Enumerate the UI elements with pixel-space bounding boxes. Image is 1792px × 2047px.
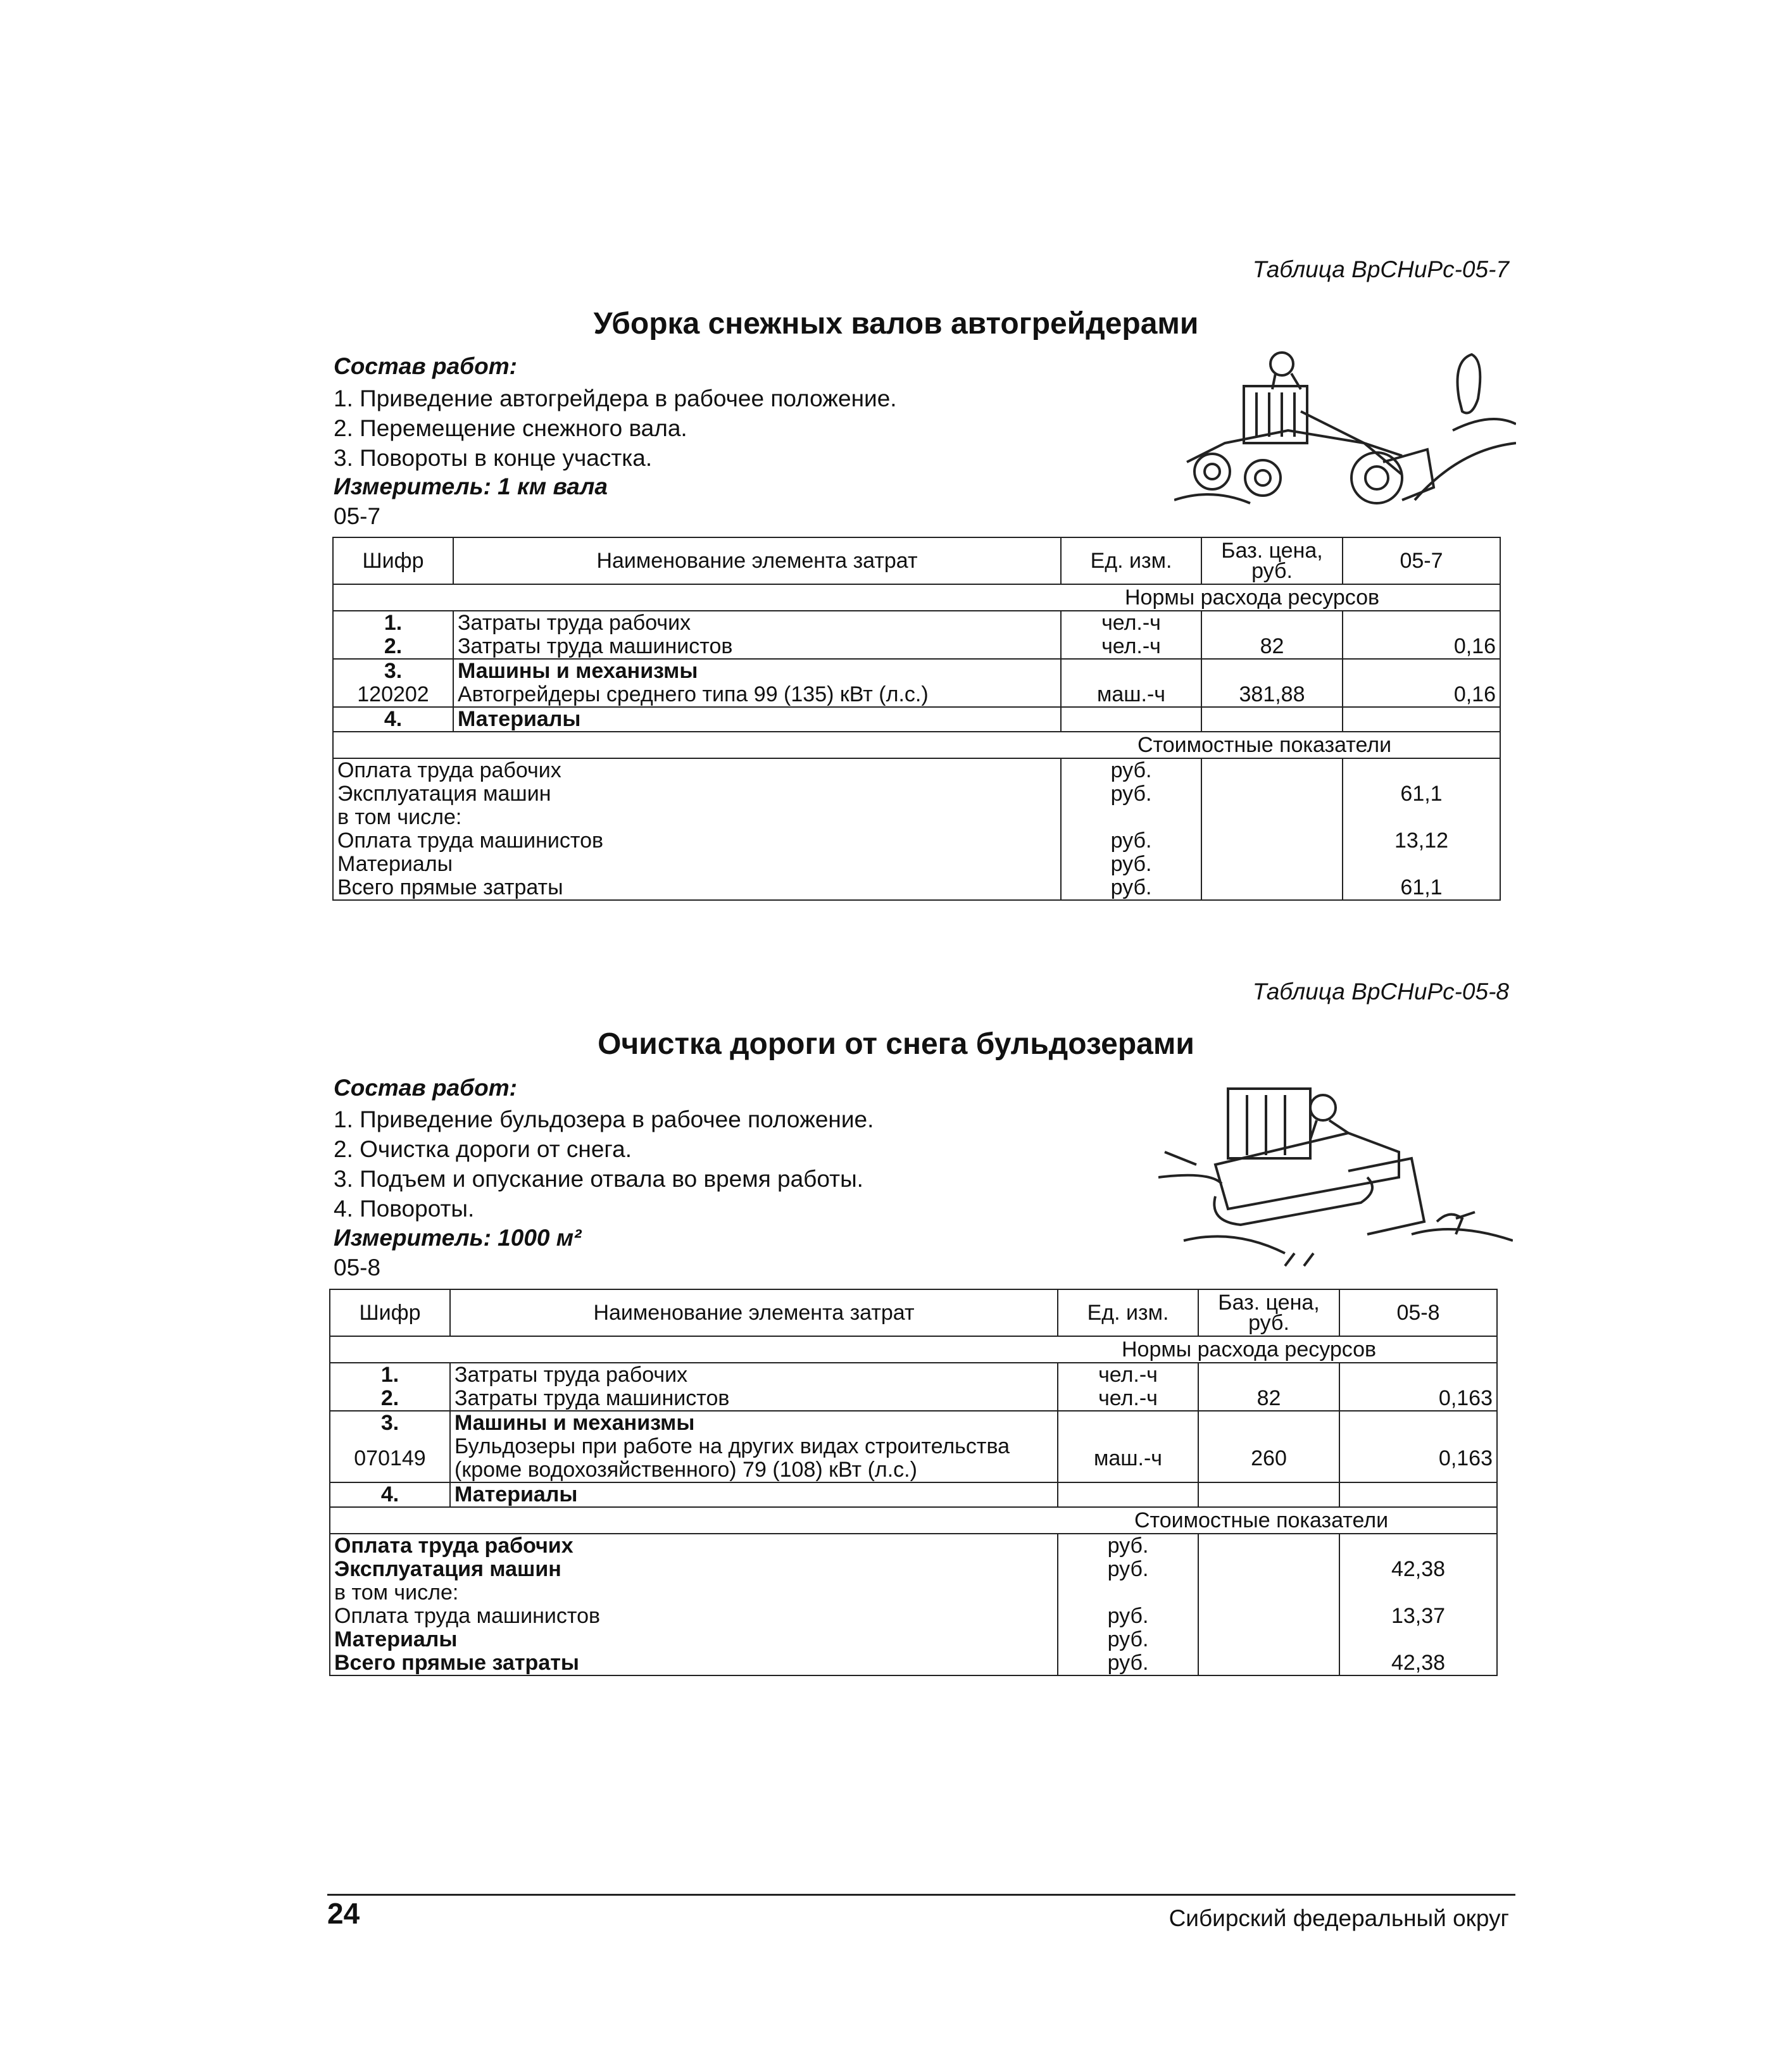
row-num: 2. — [330, 1387, 450, 1411]
cost-empty — [1198, 1581, 1339, 1605]
row-unit: чел.-ч — [1061, 635, 1201, 659]
header-price: Баз. цена, руб. — [1201, 537, 1343, 584]
row-num: 3. — [333, 659, 453, 683]
cost-empty — [1198, 1628, 1339, 1651]
row-name: Машины и механизмы — [450, 1411, 1058, 1435]
work-list — [334, 384, 897, 473]
work-item: 2. Перемещение снежного вала. — [334, 415, 687, 441]
cost-unit: руб. — [1061, 758, 1201, 782]
work-item: 1. Приведение автогрейдера в рабочее положение. — [334, 385, 897, 411]
row-name: Машины и механизмы — [453, 659, 1061, 683]
work-composition-label: Состав работ: — [334, 353, 517, 379]
motor-grader-illustration — [1174, 335, 1516, 525]
row-value — [1343, 707, 1500, 732]
cost-unit: руб. — [1058, 1605, 1198, 1628]
row-name: Материалы — [450, 1482, 1058, 1507]
cost-value: 61,1 — [1343, 782, 1500, 806]
cost-empty — [1198, 1558, 1339, 1581]
row-name: Материалы — [453, 707, 1061, 732]
cost-name: Эксплуатация машин — [333, 782, 1061, 806]
cost-value — [1343, 758, 1500, 782]
row-name-line: Бульдозеры при работе на других видах строительства — [454, 1435, 1010, 1458]
cost-empty — [1201, 758, 1343, 782]
header-name: Наименование элемента затрат — [453, 537, 1061, 584]
footer-region: Сибирский федеральный округ — [1169, 1905, 1509, 1931]
cost-empty — [1201, 876, 1343, 900]
cost-name: Всего прямые затраты — [330, 1651, 1058, 1675]
row-unit: чел.-ч — [1058, 1363, 1198, 1387]
page-number: 24 — [327, 1897, 360, 1930]
row-price — [1198, 1482, 1339, 1507]
cost-value — [1343, 806, 1500, 829]
header-code: 05-7 — [1343, 537, 1500, 584]
header-shifr: Шифр — [330, 1289, 450, 1336]
cost-unit: руб. — [1061, 829, 1201, 853]
table-code: 05-7 — [334, 503, 381, 529]
row-name: Затраты труда машинистов — [453, 635, 1061, 659]
norms-label: Нормы расхода ресурсов — [330, 1336, 1497, 1363]
cost-label: Стоимостные показатели — [330, 1507, 1497, 1534]
work-composition-label: Состав работ: — [334, 1075, 517, 1101]
row-price: 82 — [1201, 635, 1343, 659]
cost-name: Оплата труда машинистов — [330, 1605, 1058, 1628]
cost-value — [1339, 1628, 1497, 1651]
header-code: 05-8 — [1339, 1289, 1497, 1336]
row-unit — [1061, 659, 1201, 683]
row-unit — [1058, 1411, 1198, 1435]
row-value: 0,16 — [1343, 683, 1500, 707]
row-value: 0,163 — [1339, 1387, 1497, 1411]
work-item: 4. Повороты. — [334, 1196, 475, 1222]
row-price: 381,88 — [1201, 683, 1343, 707]
row-value: 0,16 — [1343, 635, 1500, 659]
row-unit: маш.-ч — [1058, 1435, 1198, 1482]
table-label: Таблица ВрСНиРс-05-8 — [1252, 979, 1509, 1005]
work-item: 2. Очистка дороги от снега. — [334, 1136, 632, 1162]
cost-unit: руб. — [1058, 1558, 1198, 1581]
cost-value: 13,12 — [1343, 829, 1500, 853]
row-name: Затраты труда рабочих — [453, 611, 1061, 635]
row-name-line: (кроме водохозяйственного) 79 (108) кВт (л.с.) — [454, 1458, 917, 1482]
row-unit — [1061, 707, 1201, 732]
cost-unit: руб. — [1061, 782, 1201, 806]
cost-label: Стоимостные показатели — [333, 732, 1500, 758]
cost-unit: руб. — [1058, 1651, 1198, 1675]
table-label: Таблица ВрСНиРс-05-7 — [1252, 256, 1509, 282]
cost-name: в том числе: — [330, 1581, 1058, 1605]
cost-value — [1339, 1534, 1497, 1558]
section-title: Уборка снежных валов автогрейдерами — [593, 307, 1199, 341]
cost-empty — [1201, 782, 1343, 806]
row-value — [1343, 659, 1500, 683]
row-price: 82 — [1198, 1387, 1339, 1411]
row-price — [1198, 1363, 1339, 1387]
cost-name: Материалы — [333, 853, 1061, 876]
cost-unit: руб. — [1061, 876, 1201, 900]
work-item: 3. Подъем и опускание отвала во время работы. — [334, 1166, 863, 1192]
cost-name: Всего прямые затраты — [333, 876, 1061, 900]
cost-name: Эксплуатация машин — [330, 1558, 1058, 1581]
row-value — [1343, 611, 1500, 635]
row-value — [1339, 1363, 1497, 1387]
cost-empty — [1198, 1534, 1339, 1558]
work-item: 3. Повороты в конце участка. — [334, 445, 653, 471]
cost-name: Материалы — [330, 1628, 1058, 1651]
row-num: 4. — [333, 707, 453, 732]
cost-unit: руб. — [1061, 853, 1201, 876]
row-num: 1. — [330, 1363, 450, 1387]
cost-unit — [1061, 806, 1201, 829]
row-value — [1339, 1411, 1497, 1435]
header-price: Баз. цена, руб. — [1198, 1289, 1339, 1336]
cost-name: Оплата труда рабочих — [333, 758, 1061, 782]
row-num: 4. — [330, 1482, 450, 1507]
row-name: Затраты труда машинистов — [450, 1387, 1058, 1411]
header-unit: Ед. изм. — [1061, 537, 1201, 584]
cost-unit: руб. — [1058, 1628, 1198, 1651]
header-name: Наименование элемента затрат — [450, 1289, 1058, 1336]
measure-unit: Измеритель: 1 км вала — [334, 473, 608, 499]
row-price — [1201, 611, 1343, 635]
row-num: 3. — [330, 1411, 450, 1435]
cost-name: в том числе: — [333, 806, 1061, 829]
header-unit: Ед. изм. — [1058, 1289, 1198, 1336]
measure-unit: Измеритель: 1000 м² — [334, 1225, 582, 1251]
section-title: Очистка дороги от снега бульдозерами — [598, 1027, 1194, 1061]
bulldozer-illustration — [1158, 1076, 1513, 1279]
header-shifr: Шифр — [333, 537, 453, 584]
cost-empty — [1198, 1605, 1339, 1628]
row-unit: чел.-ч — [1058, 1387, 1198, 1411]
cost-empty — [1201, 853, 1343, 876]
cost-value: 42,38 — [1339, 1558, 1497, 1581]
row-unit: чел.-ч — [1061, 611, 1201, 635]
cost-value: 61,1 — [1343, 876, 1500, 900]
cost-empty — [1201, 806, 1343, 829]
cost-unit — [1058, 1581, 1198, 1605]
row-num: 070149 — [330, 1435, 450, 1482]
work-list — [334, 1105, 874, 1224]
row-num: 1. — [333, 611, 453, 635]
resource-table — [329, 1289, 1498, 1676]
cost-value — [1339, 1581, 1497, 1605]
cost-value — [1343, 853, 1500, 876]
work-item: 1. Приведение бульдозера в рабочее положение. — [334, 1106, 874, 1132]
footer-divider — [327, 1894, 1515, 1896]
row-name: Затраты труда рабочих — [450, 1363, 1058, 1387]
row-name — [450, 1435, 1058, 1482]
norms-label: Нормы расхода ресурсов — [333, 584, 1500, 611]
cost-value: 13,37 — [1339, 1605, 1497, 1628]
row-price — [1201, 659, 1343, 683]
row-unit — [1058, 1482, 1198, 1507]
row-name: Автогрейдеры среднего типа 99 (135) кВт (л.с.) — [453, 683, 1061, 707]
cost-value: 42,38 — [1339, 1651, 1497, 1675]
cost-empty — [1201, 829, 1343, 853]
row-num: 2. — [333, 635, 453, 659]
row-price: 260 — [1198, 1435, 1339, 1482]
cost-empty — [1198, 1651, 1339, 1675]
row-price — [1201, 707, 1343, 732]
row-price — [1198, 1411, 1339, 1435]
row-value — [1339, 1482, 1497, 1507]
row-unit: маш.-ч — [1061, 683, 1201, 707]
table-code: 05-8 — [334, 1255, 381, 1280]
row-value: 0,163 — [1339, 1435, 1497, 1482]
cost-name: Оплата труда машинистов — [333, 829, 1061, 853]
cost-unit: руб. — [1058, 1534, 1198, 1558]
row-num: 120202 — [333, 683, 453, 707]
cost-name: Оплата труда рабочих — [330, 1534, 1058, 1558]
resource-table — [332, 537, 1501, 901]
